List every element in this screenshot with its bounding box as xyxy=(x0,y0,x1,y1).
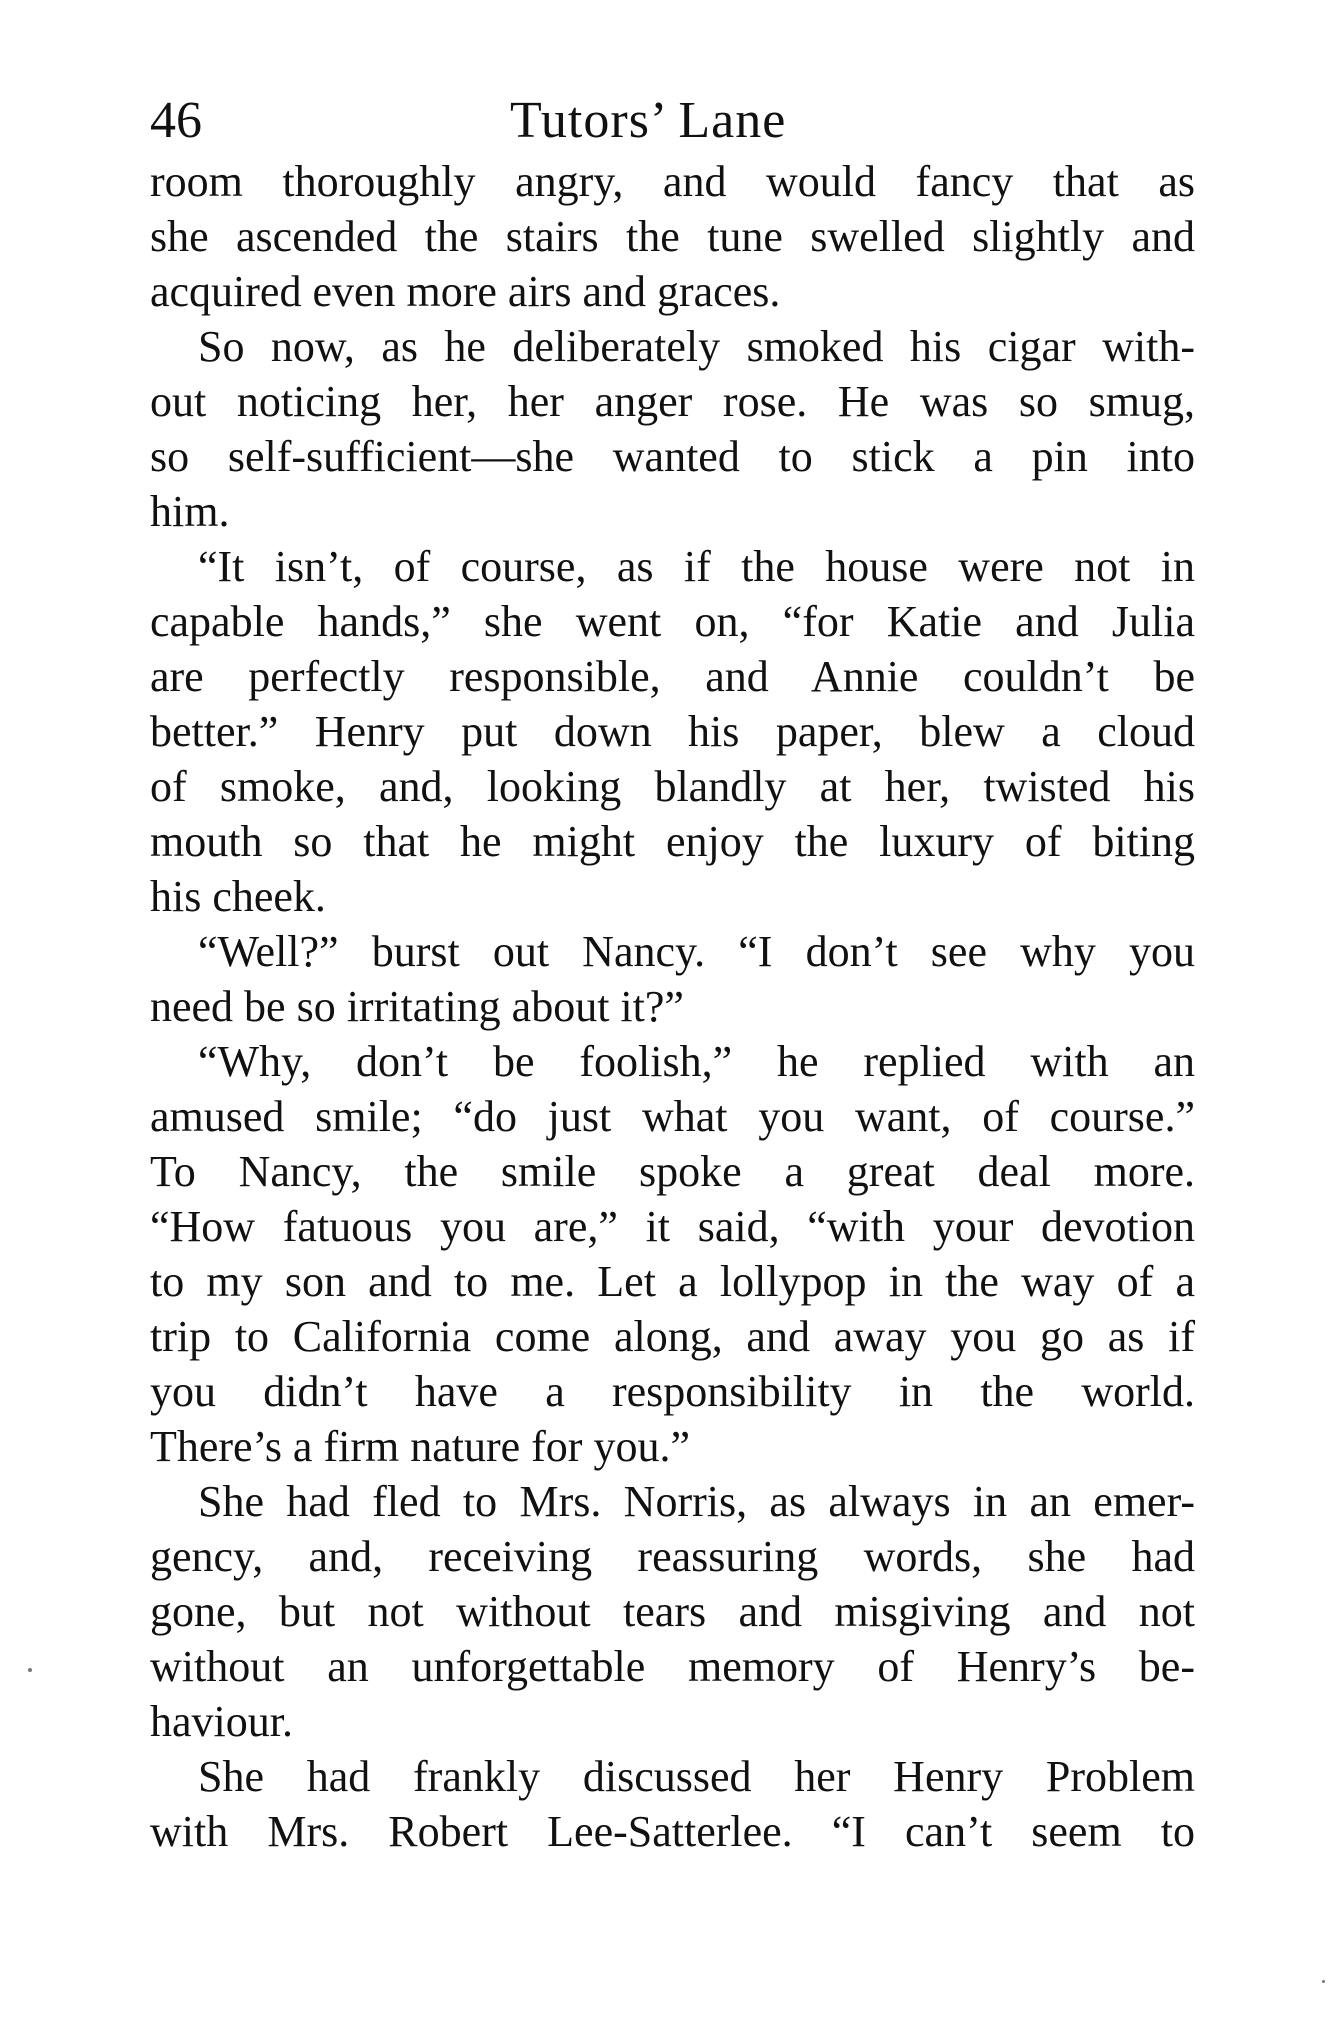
text-line: She had frankly discussed her Henry Problem xyxy=(198,1752,1195,1801)
text-line: better.” Henry put down his paper, blew a cloud xyxy=(150,707,1195,756)
text-line: she ascended the stairs the tune swelled slightly and xyxy=(150,212,1195,261)
running-title: Tutors’ Lane xyxy=(510,92,787,149)
text-line: without an unforgettable memory of Henry’s be- xyxy=(150,1642,1195,1691)
text-line: so self-sufficient—she wanted to stick a pin into xyxy=(150,432,1195,481)
text-line: of smoke, and, looking blandly at her, twisted his xyxy=(150,762,1195,811)
text-line: with Mrs. Robert Lee-Satterlee. “I can’t seem to xyxy=(150,1807,1195,1856)
text-line: acquired even more airs and graces. xyxy=(150,267,781,316)
body-text xyxy=(150,154,1195,1859)
page-header xyxy=(150,88,1195,154)
text-line: out noticing her, her anger rose. He was so smug, xyxy=(150,377,1195,426)
text-line: “It isn’t, of course, as if the house were not in xyxy=(198,542,1195,591)
page-number: 46 xyxy=(150,92,202,149)
text-line: trip to California come along, and away you go as if xyxy=(150,1312,1195,1361)
paragraph xyxy=(150,1749,1195,1859)
text-line: “How fatuous you are,” it said, “with your devotion xyxy=(150,1202,1195,1251)
paragraph xyxy=(150,154,1195,319)
text-line: are perfectly responsible, and Annie couldn’t be xyxy=(150,652,1195,701)
text-line: “Well?” burst out Nancy. “I don’t see why you xyxy=(198,927,1195,976)
scan-speck xyxy=(28,1668,32,1672)
paragraph xyxy=(150,924,1195,1034)
paragraph xyxy=(150,319,1195,539)
text-line: mouth so that he might enjoy the luxury of biting xyxy=(150,817,1195,866)
text-line: gone, but not without tears and misgiving and not xyxy=(150,1587,1195,1636)
text-line: So now, as he deliberately smoked his cigar with- xyxy=(198,322,1195,371)
text-line: him. xyxy=(150,487,230,536)
paragraph xyxy=(150,1474,1195,1749)
text-line: room thoroughly angry, and would fancy that as xyxy=(150,157,1195,206)
text-line: “Why, don’t be foolish,” he replied with an xyxy=(198,1037,1195,1086)
paragraph xyxy=(150,539,1195,924)
text-line: amused smile; “do just what you want, of course.” xyxy=(150,1092,1195,1141)
text-line: need be so irritating about it?” xyxy=(150,982,684,1031)
text-line: To Nancy, the smile spoke a great deal more. xyxy=(150,1147,1195,1196)
paragraph xyxy=(150,1034,1195,1474)
text-line: capable hands,” she went on, “for Katie and Julia xyxy=(150,597,1195,646)
text-line: She had fled to Mrs. Norris, as always in an emer- xyxy=(198,1477,1195,1526)
text-line: haviour. xyxy=(150,1697,293,1746)
scan-speck xyxy=(1322,1980,1325,1983)
text-line: gency, and, receiving reassuring words, she had xyxy=(150,1532,1195,1581)
text-line: his cheek. xyxy=(150,872,326,921)
text-line: There’s a firm nature for you.” xyxy=(150,1422,690,1471)
text-line: to my son and to me. Let a lollypop in the way of a xyxy=(150,1257,1195,1306)
text-line: you didn’t have a responsibility in the world. xyxy=(150,1367,1195,1416)
book-page xyxy=(150,88,1195,1859)
